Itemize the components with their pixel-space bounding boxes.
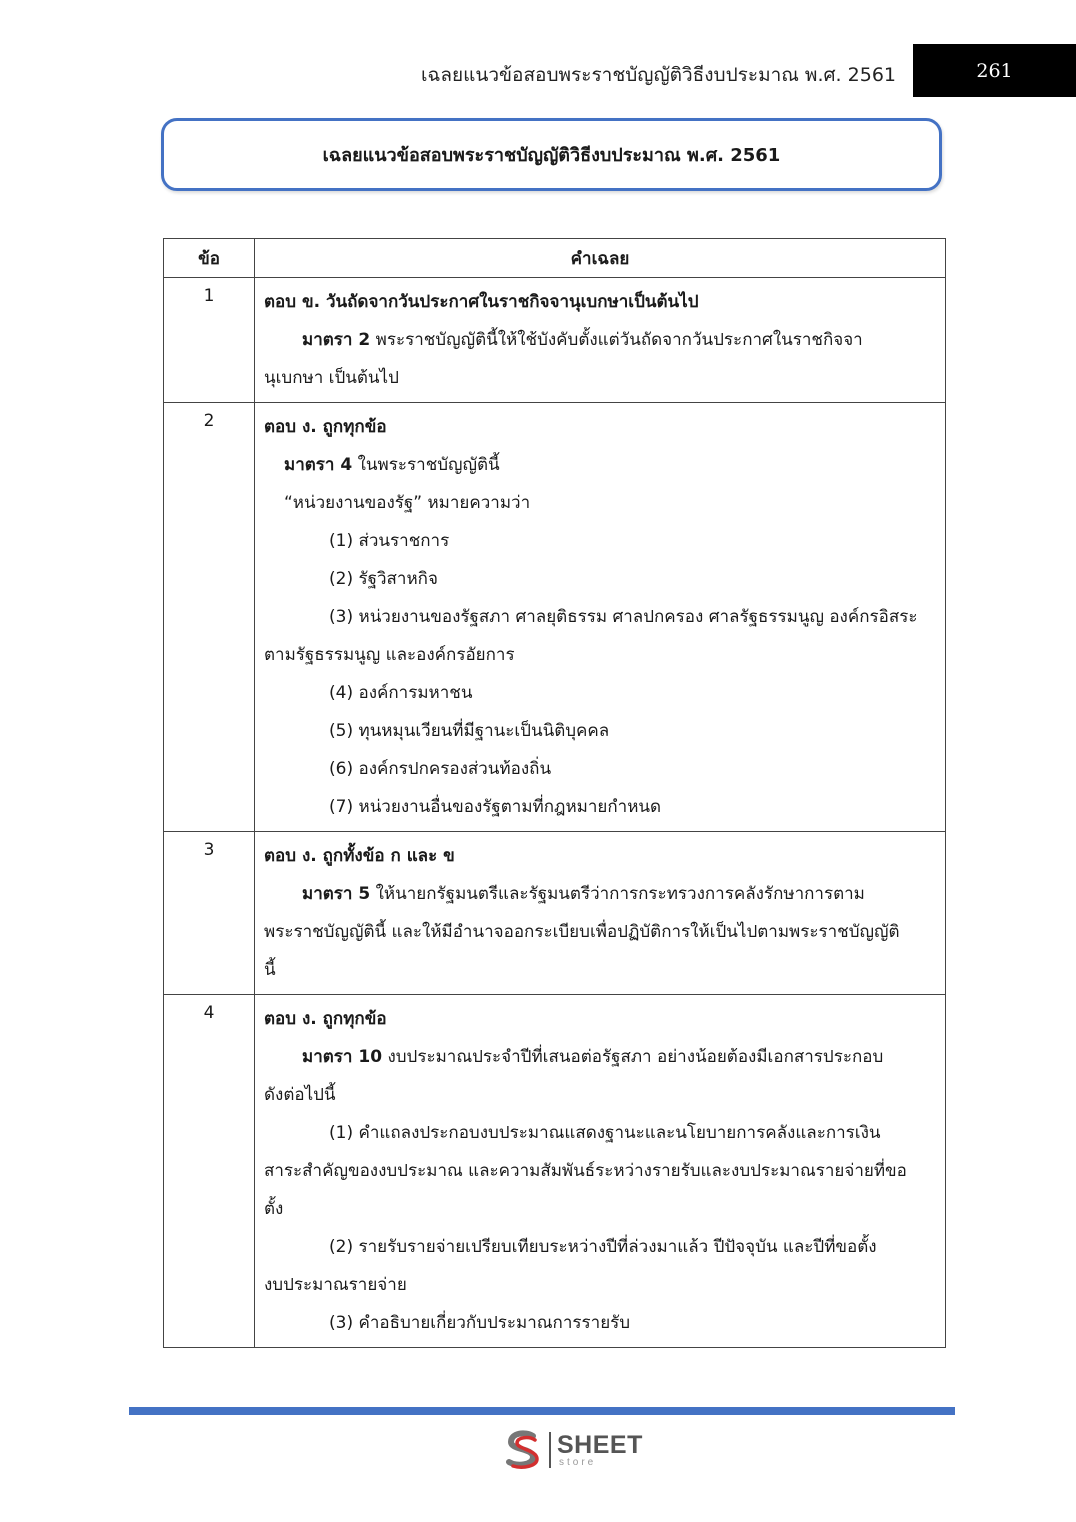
explanation-text: งบประมาณประจำปีที่เสนอต่อรัฐสภา อย่างน้อยต้องมีเอกสารประกอบ: [387, 1047, 884, 1067]
section-label: มาตรา 2: [302, 330, 371, 350]
list-item-continuation: ตามรัฐธรรมนูญ และองค์กรอัยการ: [264, 645, 515, 665]
answer-cell: [255, 995, 946, 1348]
list-item: (2) รายรับรายจ่ายเปรียบเทียบระหว่างปีที่ล่วงมาแล้ว ปีปัจจุบัน และปีที่ขอตั้ง: [329, 1237, 877, 1257]
logo-sub-text: store: [559, 1456, 597, 1468]
list-item: (1) คำแถลงประกอบงบประมาณแสดงฐานะและนโยบายการคลังและการเงิน: [329, 1123, 881, 1143]
answer-cell: [255, 278, 946, 403]
explanation-line: [264, 1038, 935, 1076]
page-number: 261: [976, 59, 1013, 82]
list-item: (1) ส่วนราชการ: [329, 531, 450, 551]
explanation-text: ให้นายกรัฐมนตรีและรัฐมนตรีว่าการกระทรวงการคลังรักษาการตาม: [375, 884, 865, 904]
answer-choice: ตอบ ข. วันถัดจากวันประกาศในราชกิจจานุเบกษาเป็นต้นไป: [264, 292, 699, 312]
explanation-line: [264, 446, 935, 484]
title-box-text: เฉลยแนวข้อสอบพระราชบัญญัติวิธีงบประมาณ พ.ศ. 2561: [322, 145, 781, 166]
page-number-tab: [913, 44, 1076, 97]
explanation-line: พระราชบัญญัตินี้ และให้มีอำนาจออกระเบียบเพื่อปฏิบัติการให้เป็นไปตามพระราชบัญญัติ: [264, 922, 900, 942]
explanation-line: [264, 875, 935, 913]
list-item-continuation: งบประมาณรายจ่าย: [264, 1275, 407, 1295]
row-number: 4: [164, 995, 255, 1348]
list-item: (3) หน่วยงานของรัฐสภา ศาลยุติธรรม ศาลปกครอง ศาลรัฐธรรมนูญ องค์กรอิสระ: [329, 607, 918, 627]
table-row: [164, 403, 946, 832]
explanation-line: นุเบกษา เป็นต้นไป: [264, 368, 399, 388]
logo-main-text: SHEET: [557, 1430, 643, 1459]
list-item: (5) ทุนหมุนเวียนที่มีฐานะเป็นนิติบุคคล: [329, 721, 610, 741]
list-item: (3) คำอธิบายเกี่ยวกับประมาณการรายรับ: [329, 1313, 631, 1333]
answer-cell: [255, 832, 946, 995]
answer-choice: ตอบ ง. ถูกทั้งข้อ ก และ ข: [264, 846, 455, 866]
logo-wordmark: [557, 1430, 643, 1468]
list-item: (6) องค์กรปกครองส่วนท้องถิ่น: [329, 759, 552, 779]
column-header-answer: คำเฉลย: [255, 239, 946, 278]
list-item: (2) รัฐวิสาหกิจ: [329, 569, 438, 589]
list-item: (4) องค์การมหาชน: [329, 683, 473, 703]
column-header-no: ข้อ: [164, 239, 255, 278]
explanation-text: พระราชบัญญัตินี้ให้ใช้บังคับตั้งแต่วันถัดจากวันประกาศในราชกิจจา: [375, 330, 863, 350]
explanation-text: ในพระราชบัญญัตินี้: [357, 455, 500, 475]
footer-rule: [129, 1407, 955, 1415]
section-label: มาตรา 5: [302, 884, 371, 904]
section-label: มาตรา 4: [284, 455, 353, 475]
table-row: [164, 995, 946, 1348]
definition-line: “หน่วยงานของรัฐ” หมายความว่า: [284, 493, 531, 513]
sheet-store-logo-icon: [503, 1430, 543, 1470]
table-header-row: [164, 239, 946, 278]
list-item: (7) หน่วยงานอื่นของรัฐตามที่กฎหมายกำหนด: [329, 797, 662, 817]
title-box: [161, 118, 942, 191]
list-item-continuation: ตั้ง: [264, 1199, 284, 1219]
explanation-line: นี้: [264, 960, 276, 980]
answer-choice: ตอบ ง. ถูกทุกข้อ: [264, 417, 387, 437]
table-row: [164, 278, 946, 403]
row-number: 2: [164, 403, 255, 832]
sheet-store-logo: [503, 1428, 643, 1472]
section-label: มาตรา 10: [302, 1047, 383, 1067]
answer-table: [163, 238, 946, 1348]
logo-divider: [549, 1432, 551, 1468]
answer-choice: ตอบ ง. ถูกทุกข้อ: [264, 1009, 387, 1029]
list-item-continuation: สาระสำคัญของงบประมาณ และความสัมพันธ์ระหว่างรายรับและงบประมาณรายจ่ายที่ขอ: [264, 1161, 907, 1181]
answer-cell: [255, 403, 946, 832]
row-number: 3: [164, 832, 255, 995]
explanation-line: ดังต่อไปนี้: [264, 1085, 336, 1105]
running-header-title: เฉลยแนวข้อสอบพระราชบัญญัติวิธีงบประมาณ พ.ศ. 2561: [420, 64, 896, 86]
table-row: [164, 832, 946, 995]
row-number: 1: [164, 278, 255, 403]
explanation-line: [264, 321, 935, 359]
